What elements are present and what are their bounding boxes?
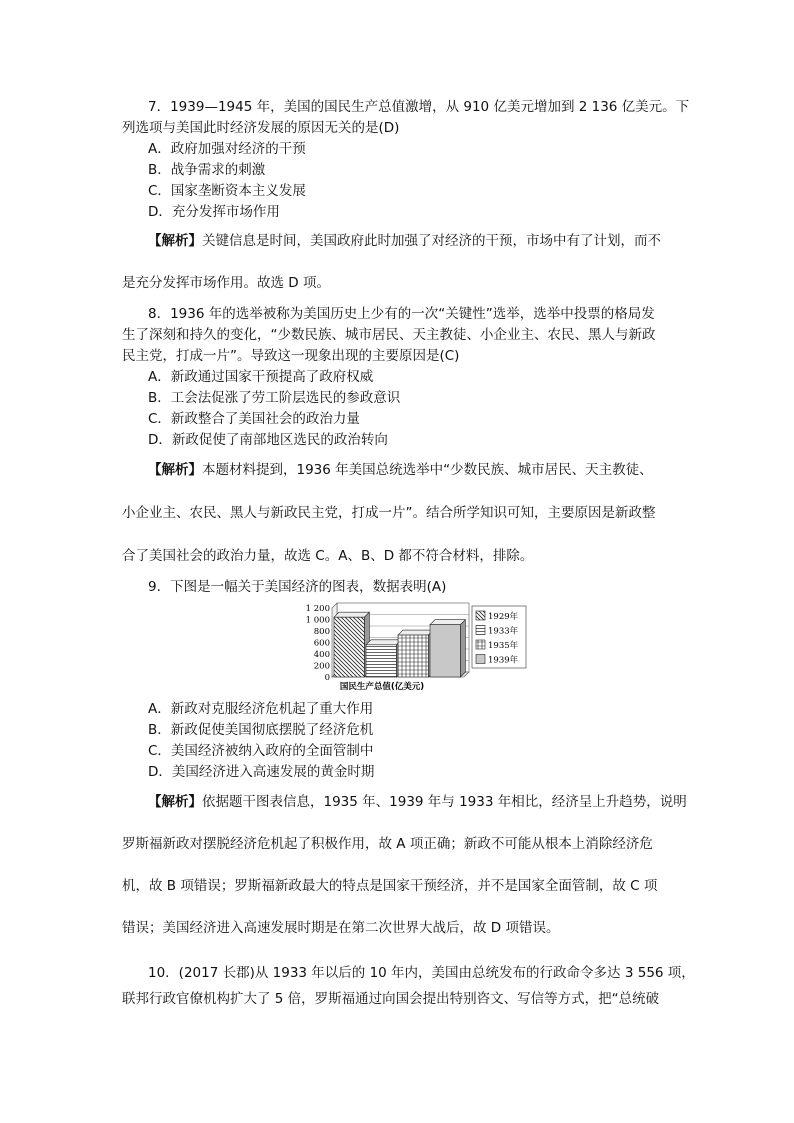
q10-stem-line2: 联邦行政官僚机构扩大了 5 倍，罗斯福通过向国会提出特别咨文、写信等方式，把“总统破 [122,991,660,1007]
q9-option-d: D．美国经济进入高速发展的黄金时期 [148,764,375,780]
q9-option-a: A．新政对克服经济危机起了重大作用 [148,701,374,717]
q7-stem-line1: 7．1939—1945 年，美国的国民生产总值激增，从 910 亿美元增加到 2 136 亿美元。下 [148,99,690,115]
q7-analysis-line2: 是充分发挥市场作用。故选 D 项。 [122,275,330,291]
q7-analysis-text1: 关键信息是时间，美国政府此时加强了对经济的干预，市场中有了计划，而不 [202,233,661,249]
y-tick-label: 1 000 [305,615,330,626]
q8-stem-line3: 民主党，打成一片”。导致这一现象出现的主要原因是(C) [122,348,460,364]
q7-option-a: A．政府加强对经济的干预 [148,141,306,157]
y-tick-label: 600 [313,638,330,649]
q9-analysis-line1 [148,792,687,812]
analysis-tag: 【解析】 [148,794,202,810]
q8-stem-line2: 生了深刻和持久的变化，“少数民族、城市居民、天主教徒、小企业主、农民、黑人与新政 [122,327,656,343]
analysis-tag: 【解析】 [148,462,202,478]
legend-label: 1939年 [488,655,519,666]
bar-1939年 [430,620,465,677]
q9-analysis-text1: 依据题干图表信息，1935 年、1939 年与 1933 年相比，经济呈上升趋势，说明 [202,794,687,810]
chart-x-axis-label: 国民生产总值(亿美元) [339,682,425,692]
q8-option-b: B．工会法促涨了劳工阶层选民的参政意识 [148,390,401,406]
q8-analysis-text1: 本题材料提到，1936 年美国总统选举中“少数民族、城市居民、天主教徒、 [202,462,653,478]
q9-analysis-line2: 罗斯福新政对摆脱经济危机起了积极作用，故 A 项正确；新政不可能从根本上消除经济危 [122,836,653,852]
q8-option-d: D．新政促使了南部地区选民的政治转向 [148,432,388,448]
y-tick-label: 0 [324,673,330,683]
q8-analysis-line1 [148,460,653,480]
y-tick-label: 200 [313,661,330,672]
q8-option-a: A．新政通过国家干预提高了政府权威 [148,369,374,385]
chart-y-ticks [306,604,330,683]
legend-label: 1933年 [488,626,519,637]
bar-1929年 [334,612,369,677]
q9-option-c: C．美国经济被纳入政府的全面管制中 [148,743,374,759]
y-tick-label: 400 [313,650,330,660]
y-tick-label: 1 200 [305,604,330,614]
q7-option-c: C．国家垄断资本主义发展 [148,183,306,199]
q7-stem-line2: 列选项与美国此时经济发展的原因无关的是(D) [122,120,400,136]
q9-option-b: B．新政促使美国彻底摆脱了经济危机 [148,722,374,738]
bar-1933年 [366,640,401,677]
q8-stem-line1: 8．1936 年的选举被称为美国历史上少有的一次“关键性”选举，选举中投票的格局发 [148,306,655,322]
q8-option-c: C．新政整合了美国社会的政治力量 [148,411,360,427]
q9-analysis-line4: 错误；美国经济进入高速发展时期是在第二次世界大战后，故 D 项错误。 [122,920,560,936]
q7-option-b: B．战争需求的刺激 [148,162,266,178]
gnp-bar-chart [292,600,532,692]
q8-analysis-line3: 合了美国社会的政治力量，故选 C。A、B、D 都不符合材料，排除。 [122,548,534,564]
q10-stem-line1: 10．(2017 长郡)从 1933 年以后的 10 年内，美国由总统发布的行政命令多达 3 556 项， [148,965,695,981]
analysis-tag: 【解析】 [148,233,202,249]
q7-option-d: D．充分发挥市场作用 [148,204,280,220]
legend-label: 1929年 [488,612,519,622]
q9-stem: 9．下图是一幅关于美国经济的图表，数据表明(A) [148,579,447,595]
q7-analysis-line1 [148,231,661,251]
q8-analysis-line2: 小企业主、农民、黑人与新政民主党，打成一片”。结合所学知识可知，主要原因是新政整 [122,505,656,521]
bar-1935年 [398,630,433,677]
q9-analysis-line3: 机，故 B 项错误；罗斯福新政最大的特点是国家干预经济，并不是国家全面管制，故 C 项 [122,878,658,894]
y-tick-label: 800 [313,627,330,637]
legend-label: 1935年 [488,641,519,651]
chart-legend [472,606,526,668]
